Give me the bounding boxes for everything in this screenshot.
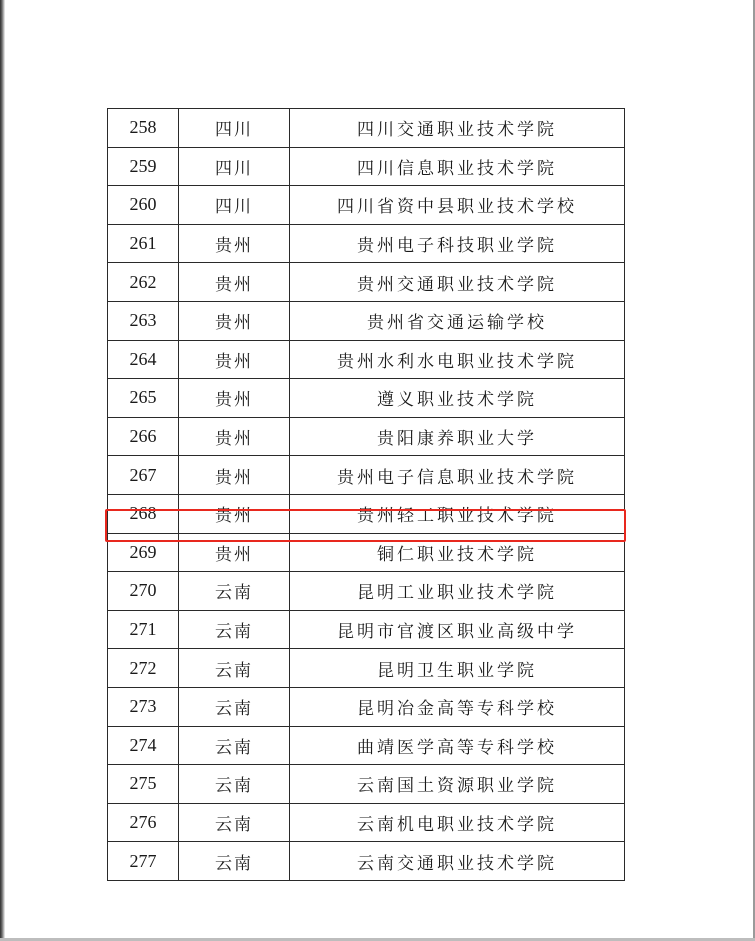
table-row xyxy=(108,803,625,842)
table-row xyxy=(108,842,625,881)
table-row xyxy=(108,340,625,379)
row-school-name: 昆明冶金高等专科学校 xyxy=(290,687,625,726)
table-row xyxy=(108,456,625,495)
table-row xyxy=(108,417,625,456)
row-number: 258 xyxy=(108,109,179,148)
row-school-name: 贵州省交通运输学校 xyxy=(290,301,625,340)
row-province: 云南 xyxy=(179,803,290,842)
table-row xyxy=(108,572,625,611)
row-province: 贵州 xyxy=(179,417,290,456)
row-province: 四川 xyxy=(179,147,290,186)
row-number: 265 xyxy=(108,379,179,418)
row-number: 277 xyxy=(108,842,179,881)
row-province: 贵州 xyxy=(179,494,290,533)
row-province: 贵州 xyxy=(179,224,290,263)
row-school-name: 四川省资中县职业技术学校 xyxy=(290,186,625,225)
table-row xyxy=(108,610,625,649)
row-school-name: 云南交通职业技术学院 xyxy=(290,842,625,881)
table-row xyxy=(108,147,625,186)
row-school-name: 昆明工业职业技术学院 xyxy=(290,572,625,611)
row-school-name: 贵州电子信息职业技术学院 xyxy=(290,456,625,495)
table-row xyxy=(108,379,625,418)
row-province: 云南 xyxy=(179,572,290,611)
row-number: 263 xyxy=(108,301,179,340)
table-row xyxy=(108,649,625,688)
row-school-name: 昆明市官渡区职业高级中学 xyxy=(290,610,625,649)
row-province: 贵州 xyxy=(179,263,290,302)
row-number: 266 xyxy=(108,417,179,456)
table-row xyxy=(108,301,625,340)
row-number: 276 xyxy=(108,803,179,842)
table-row xyxy=(108,263,625,302)
row-school-name: 贵州电子科技职业学院 xyxy=(290,224,625,263)
table-row xyxy=(108,224,625,263)
row-province: 贵州 xyxy=(179,301,290,340)
table-row xyxy=(108,765,625,804)
row-province: 云南 xyxy=(179,842,290,881)
table-row xyxy=(108,186,625,225)
row-province: 四川 xyxy=(179,109,290,148)
table-row xyxy=(108,726,625,765)
row-province: 四川 xyxy=(179,186,290,225)
table-row xyxy=(108,109,625,148)
table-row-highlighted xyxy=(108,494,625,533)
row-school-name: 贵州轻工职业技术学院 xyxy=(290,494,625,533)
row-province: 云南 xyxy=(179,649,290,688)
row-number: 260 xyxy=(108,186,179,225)
row-province: 贵州 xyxy=(179,456,290,495)
row-number: 261 xyxy=(108,224,179,263)
row-school-name: 遵义职业技术学院 xyxy=(290,379,625,418)
table-row xyxy=(108,533,625,572)
scan-edge-left xyxy=(0,0,5,941)
row-school-name: 四川信息职业技术学院 xyxy=(290,147,625,186)
row-number: 275 xyxy=(108,765,179,804)
row-school-name: 云南机电职业技术学院 xyxy=(290,803,625,842)
table-row xyxy=(108,687,625,726)
row-number: 270 xyxy=(108,572,179,611)
row-number: 259 xyxy=(108,147,179,186)
school-list-table xyxy=(107,108,625,881)
row-number: 273 xyxy=(108,687,179,726)
row-province: 云南 xyxy=(179,687,290,726)
row-number: 268 xyxy=(108,494,179,533)
school-list-body xyxy=(108,109,625,881)
row-number: 264 xyxy=(108,340,179,379)
row-school-name: 云南国土资源职业学院 xyxy=(290,765,625,804)
row-school-name: 曲靖医学高等专科学校 xyxy=(290,726,625,765)
row-number: 269 xyxy=(108,533,179,572)
row-number: 272 xyxy=(108,649,179,688)
row-province: 贵州 xyxy=(179,379,290,418)
row-province: 贵州 xyxy=(179,533,290,572)
row-school-name: 四川交通职业技术学院 xyxy=(290,109,625,148)
row-school-name: 昆明卫生职业学院 xyxy=(290,649,625,688)
row-province: 云南 xyxy=(179,765,290,804)
row-province: 云南 xyxy=(179,610,290,649)
row-school-name: 贵阳康养职业大学 xyxy=(290,417,625,456)
row-number: 262 xyxy=(108,263,179,302)
row-number: 267 xyxy=(108,456,179,495)
row-province: 贵州 xyxy=(179,340,290,379)
row-school-name: 铜仁职业技术学院 xyxy=(290,533,625,572)
row-number: 271 xyxy=(108,610,179,649)
row-school-name: 贵州水利水电职业技术学院 xyxy=(290,340,625,379)
row-school-name: 贵州交通职业技术学院 xyxy=(290,263,625,302)
row-province: 云南 xyxy=(179,726,290,765)
row-number: 274 xyxy=(108,726,179,765)
